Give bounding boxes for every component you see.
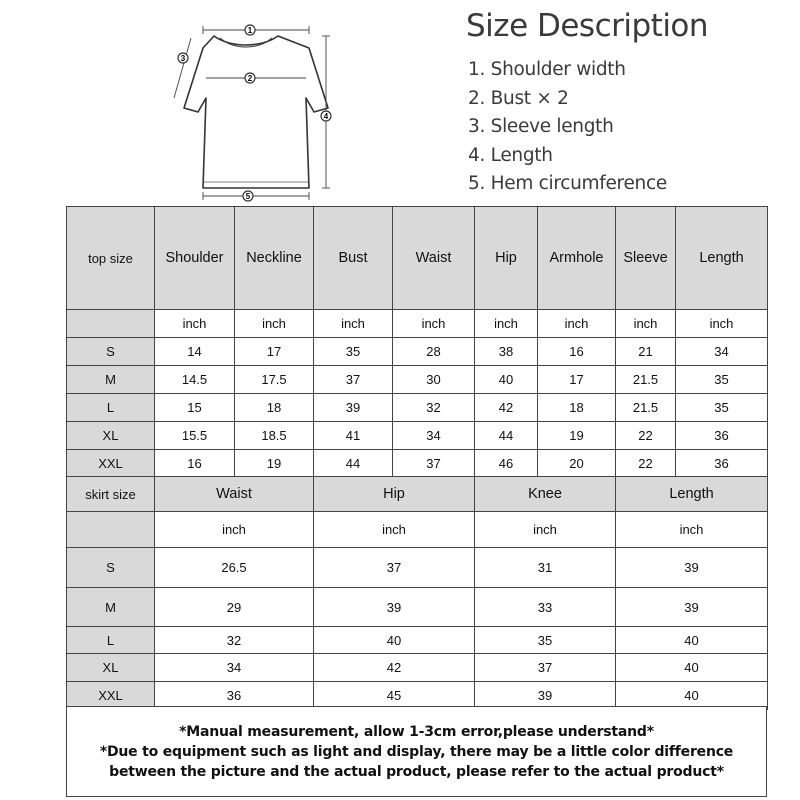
table-row xyxy=(67,588,768,627)
value-cell: 35 xyxy=(314,338,393,366)
unit-cell: inch xyxy=(676,310,768,338)
size-label-cell: M xyxy=(67,588,155,627)
top-header-cell: Length xyxy=(676,207,768,310)
description-item: 3. Sleeve length xyxy=(468,116,614,137)
value-cell: 33 xyxy=(475,588,616,627)
skirt-units-row xyxy=(67,512,768,548)
value-cell: 18 xyxy=(538,394,616,422)
skirt-header-row xyxy=(67,477,768,512)
top-header-cell: Armhole xyxy=(538,207,616,310)
description-item: 4. Length xyxy=(468,144,553,166)
value-cell: 42 xyxy=(314,654,475,682)
value-cell: 34 xyxy=(155,654,314,682)
value-cell: 44 xyxy=(475,422,538,450)
value-cell: 37 xyxy=(314,548,475,588)
unit-cell: inch xyxy=(314,512,475,548)
skirt-header-cell: Waist xyxy=(155,477,314,512)
measurement-notes xyxy=(66,706,767,797)
value-cell: 42 xyxy=(475,394,538,422)
value-cell: 14.5 xyxy=(155,366,235,394)
unit-cell: inch xyxy=(616,310,676,338)
note-line: *Due to equipment such as light and display, there may be a little color difference xyxy=(99,744,734,760)
value-cell: 36 xyxy=(676,422,768,450)
size-label-cell: L xyxy=(67,627,155,654)
size-chart-table xyxy=(66,206,768,710)
value-cell: 17 xyxy=(235,338,314,366)
description-item: 2. Bust × 2 xyxy=(468,87,569,109)
size-label-cell: XL xyxy=(67,422,155,450)
value-cell: 30 xyxy=(393,366,475,394)
value-cell: 21.5 xyxy=(616,394,676,422)
value-cell: 45 xyxy=(314,682,475,710)
top-header-cell: Neckline xyxy=(235,207,314,310)
tshirt-measurement-diagram xyxy=(66,0,396,205)
value-cell: 39 xyxy=(314,394,393,422)
unit-cell: inch xyxy=(475,512,616,548)
size-label-cell: S xyxy=(67,338,155,366)
table-row xyxy=(67,338,768,366)
unit-cell: inch xyxy=(155,310,235,338)
value-cell: 35 xyxy=(475,627,616,654)
value-cell: 16 xyxy=(538,338,616,366)
value-cell: 40 xyxy=(616,654,768,682)
value-cell: 38 xyxy=(475,338,538,366)
value-cell: 39 xyxy=(314,588,475,627)
value-cell: 20 xyxy=(538,450,616,477)
note-line: *Manual measurement, allow 1-3cm error,please understand* xyxy=(179,724,654,740)
value-cell: 26.5 xyxy=(155,548,314,588)
value-cell: 37 xyxy=(314,366,393,394)
value-cell: 39 xyxy=(616,548,768,588)
value-cell: 17 xyxy=(538,366,616,394)
value-cell: 41 xyxy=(314,422,393,450)
size-label-cell: XXL xyxy=(67,682,155,710)
table-row xyxy=(67,627,768,654)
marker-1: 1 xyxy=(247,26,253,35)
value-cell: 39 xyxy=(475,682,616,710)
top-header-cell: Shoulder xyxy=(155,207,235,310)
tshirt-outline xyxy=(184,36,328,188)
marker-4: 4 xyxy=(323,112,329,121)
value-cell: 17.5 xyxy=(235,366,314,394)
value-cell: 29 xyxy=(155,588,314,627)
unit-cell: inch xyxy=(155,512,314,548)
unit-cell: inch xyxy=(616,512,768,548)
value-cell: 19 xyxy=(235,450,314,477)
unit-cell: inch xyxy=(393,310,475,338)
value-cell: 15.5 xyxy=(155,422,235,450)
size-label-cell: L xyxy=(67,394,155,422)
value-cell: 34 xyxy=(676,338,768,366)
size-label-cell: XXL xyxy=(67,450,155,477)
value-cell: 40 xyxy=(616,627,768,654)
table-row xyxy=(67,422,768,450)
marker-3: 3 xyxy=(180,54,186,63)
value-cell: 21.5 xyxy=(616,366,676,394)
value-cell: 32 xyxy=(393,394,475,422)
value-cell: 40 xyxy=(314,627,475,654)
value-cell: 32 xyxy=(155,627,314,654)
top-header-cell: Bust xyxy=(314,207,393,310)
value-cell: 21 xyxy=(616,338,676,366)
size-description-title: Size Description xyxy=(466,8,709,44)
marker-5: 5 xyxy=(245,192,251,201)
size-label-cell: XL xyxy=(67,654,155,682)
measurement-description-list xyxy=(468,56,667,199)
value-cell: 35 xyxy=(676,366,768,394)
top-header-cell: Waist xyxy=(393,207,475,310)
unit-cell: inch xyxy=(314,310,393,338)
table-row xyxy=(67,394,768,422)
note-line: between the picture and the actual product, please refer to the actual product* xyxy=(109,764,724,780)
value-cell: 46 xyxy=(475,450,538,477)
unit-cell: inch xyxy=(475,310,538,338)
value-cell: 34 xyxy=(393,422,475,450)
description-item: 5. Hem circumference xyxy=(468,173,667,194)
top-header-cell: Hip xyxy=(475,207,538,310)
top-header-row xyxy=(67,207,768,310)
value-cell: 22 xyxy=(616,450,676,477)
value-cell: 40 xyxy=(616,682,768,710)
table-row xyxy=(67,366,768,394)
size-label-cell: S xyxy=(67,548,155,588)
value-cell: 16 xyxy=(155,450,235,477)
size-description-panel xyxy=(66,0,766,205)
value-cell: 40 xyxy=(475,366,538,394)
skirt-size-label: skirt size xyxy=(67,477,155,512)
top-units-row xyxy=(67,310,768,338)
description-item: 1. Shoulder width xyxy=(468,59,626,80)
value-cell: 18 xyxy=(235,394,314,422)
value-cell: 19 xyxy=(538,422,616,450)
value-cell: 36 xyxy=(676,450,768,477)
top-size-label: top size xyxy=(67,207,155,310)
unit-cell: inch xyxy=(235,310,314,338)
value-cell: 37 xyxy=(393,450,475,477)
top-header-cell: Sleeve xyxy=(616,207,676,310)
value-cell: 44 xyxy=(314,450,393,477)
skirt-header-cell: Hip xyxy=(314,477,475,512)
value-cell: 31 xyxy=(475,548,616,588)
value-cell: 22 xyxy=(616,422,676,450)
empty-cell xyxy=(67,310,155,338)
table-row xyxy=(67,450,768,477)
value-cell: 39 xyxy=(616,588,768,627)
value-cell: 36 xyxy=(155,682,314,710)
table-row xyxy=(67,548,768,588)
marker-2: 2 xyxy=(247,74,253,83)
empty-cell xyxy=(67,512,155,548)
value-cell: 18.5 xyxy=(235,422,314,450)
value-cell: 28 xyxy=(393,338,475,366)
value-cell: 14 xyxy=(155,338,235,366)
value-cell: 37 xyxy=(475,654,616,682)
table-row xyxy=(67,654,768,682)
skirt-header-cell: Length xyxy=(616,477,768,512)
size-label-cell: M xyxy=(67,366,155,394)
unit-cell: inch xyxy=(538,310,616,338)
skirt-header-cell: Knee xyxy=(475,477,616,512)
value-cell: 15 xyxy=(155,394,235,422)
value-cell: 35 xyxy=(676,394,768,422)
